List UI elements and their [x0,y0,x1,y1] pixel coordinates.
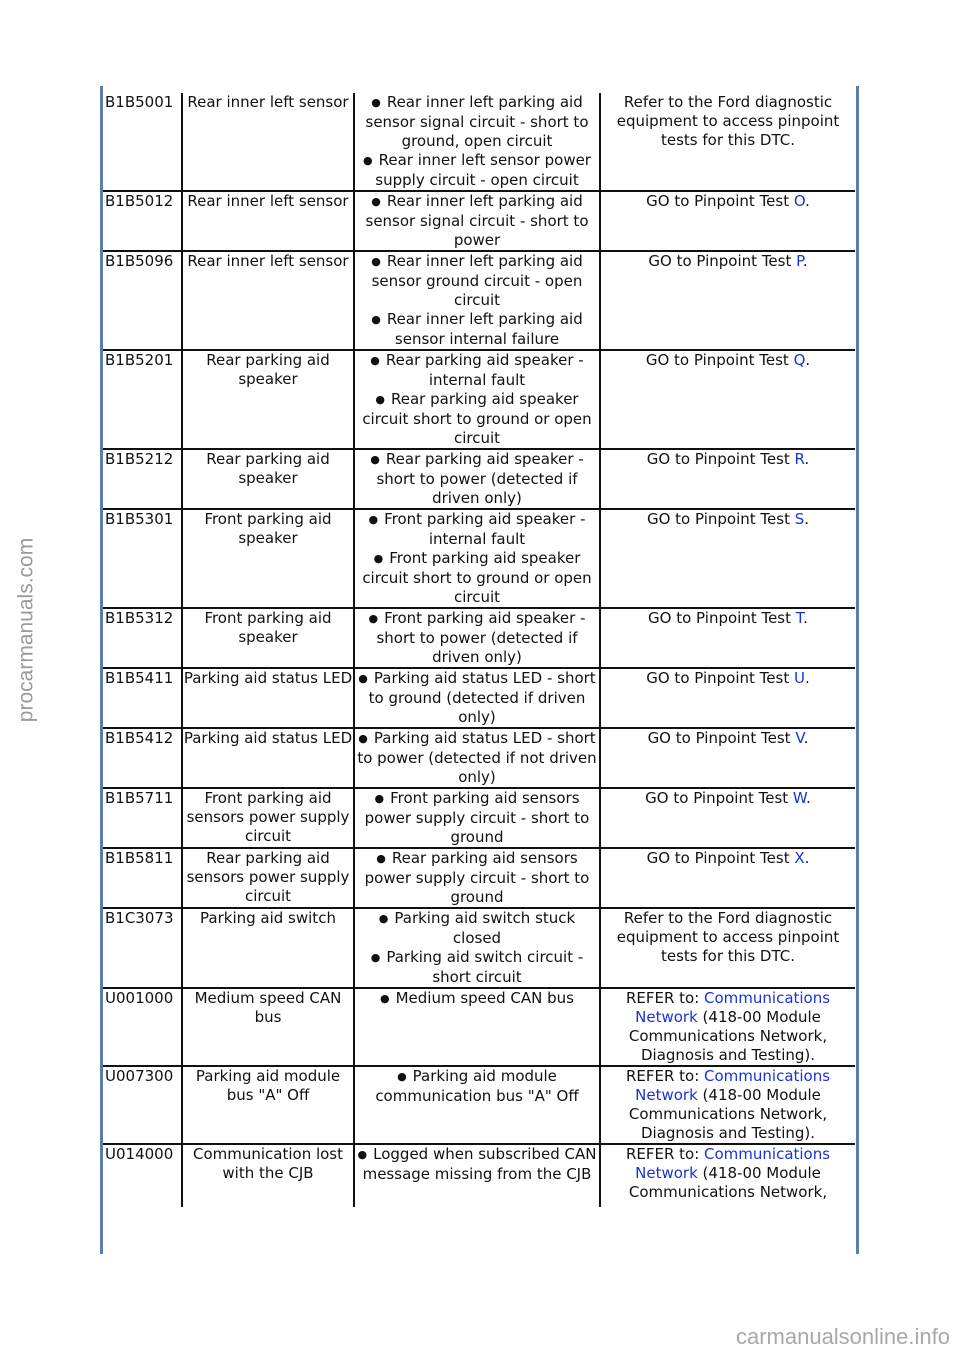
action [600,251,855,350]
possible-causes [354,191,600,251]
action [600,848,855,908]
table-row [103,1066,855,1144]
possible-causes [354,908,600,988]
dtc-table [103,93,855,1207]
action-prefix: GO to Pinpoint Test [645,789,793,807]
action-suffix: . [804,849,810,867]
list-item [355,549,599,607]
dtc-code: B1B5411 [103,668,182,728]
list-item [355,510,599,549]
action-suffix: . [803,729,809,747]
cause-list [355,849,599,907]
cause-list [355,729,599,787]
bullet-icon: ● [370,951,381,964]
table-row [103,848,855,908]
component-name: Rear inner left sensor [182,251,354,350]
list-item [355,351,599,390]
cause-text: Rear parking aid speaker - short to power (detected if driven only) [376,450,584,507]
action-suffix: . [803,609,808,627]
table-row [103,93,855,191]
bottom-watermark: carmanualsonline.info [735,1324,950,1349]
bullet-icon: ● [371,255,381,268]
list-item [355,989,599,1009]
bullet-icon: ● [379,992,390,1005]
table-row [103,988,855,1066]
action [600,1144,855,1207]
pinpoint-test-link[interactable]: T [795,609,804,627]
bullet-icon: ● [376,852,386,865]
list-item [355,909,599,948]
action-prefix: REFER to: [625,1067,705,1085]
possible-causes [354,608,600,668]
component-name: Rear inner left sensor [182,191,354,251]
cause-text: Rear inner left sensor power supply circuit - open circuit [375,151,591,189]
action-suffix: . [805,192,810,210]
action-suffix: . [802,252,808,270]
dtc-code: B1B5012 [103,191,182,251]
component-name: Communication lost with the CJB [182,1144,354,1207]
cause-text: Logged when subscribed CAN message missing from the CJB [362,1145,597,1183]
table-row [103,668,855,728]
bullet-icon: ● [374,792,385,805]
dtc-code: B1B5301 [103,509,182,608]
cause-text: Medium speed CAN bus [395,989,574,1007]
bullet-icon: ● [358,672,368,685]
bullet-icon: ● [373,552,384,565]
bullet-icon: ● [370,354,380,367]
bullet-icon: ● [358,732,368,745]
dtc-code: B1B5711 [103,788,182,848]
action-text: Refer to the Ford diagnostic equipment to access pinpoint tests for this DTC. [616,909,840,965]
communications-network-link[interactable]: Communications Network [635,989,831,1026]
possible-causes [354,509,600,608]
possible-causes [354,1144,600,1207]
possible-causes [354,728,600,788]
pinpoint-test-link[interactable]: X [794,849,805,867]
bullet-icon: ● [378,912,389,925]
action [600,788,855,848]
bullet-icon: ● [371,195,381,208]
cause-text: Rear inner left parking aid sensor ground circuit - open circuit [371,252,583,309]
table-row [103,788,855,848]
component-name: Rear parking aid sensors power supply circuit [182,848,354,908]
cause-text: Front parking aid speaker circuit short to ground or open circuit [362,549,592,606]
action-prefix: GO to Pinpoint Test [646,450,795,468]
component-name: Rear parking aid speaker [182,449,354,509]
list-item [355,609,599,667]
cause-list [355,510,599,607]
list-item [355,1145,599,1184]
list-item [355,450,599,508]
possible-causes [354,788,600,848]
action-prefix: GO to Pinpoint Test [648,252,797,270]
table-row [103,908,855,988]
cause-list [355,450,599,508]
bullet-icon: ● [371,313,381,326]
action [600,608,855,668]
bullet-icon: ● [397,1070,407,1083]
cause-list [355,93,599,190]
component-name: Rear inner left sensor [182,93,354,191]
possible-causes [354,449,600,509]
bullet-icon: ● [371,96,381,109]
dtc-code: U007300 [103,1066,182,1144]
cause-list [355,252,599,349]
action-suffix: . [806,789,811,807]
action-prefix: GO to Pinpoint Test [646,510,795,528]
action [600,728,855,788]
dtc-code: B1B5212 [103,449,182,509]
table-row [103,728,855,788]
action-prefix: GO to Pinpoint Test [645,351,794,369]
side-watermark-text: procarmanuals.com [14,537,38,723]
action-prefix: REFER to: [625,989,705,1007]
cause-list [355,789,599,847]
table-row [103,251,855,350]
component-name: Parking aid switch [182,908,354,988]
component-name: Parking aid status LED [182,668,354,728]
list-item [355,192,599,250]
component-name: Rear parking aid speaker [182,350,354,449]
component-name: Parking aid module bus "A" Off [182,1066,354,1144]
component-name: Medium speed CAN bus [182,988,354,1066]
pinpoint-test-link[interactable]: R [794,450,805,468]
cause-list [355,351,599,448]
cause-list [355,1145,599,1184]
cause-list [355,989,599,1009]
possible-causes [354,251,600,350]
cause-list [355,1067,599,1106]
action [600,191,855,251]
action-text: Refer to the Ford diagnostic equipment to access pinpoint tests for this DTC. [616,93,840,149]
list-item [355,669,599,727]
possible-causes [354,988,600,1066]
component-name: Front parking aid speaker [182,608,354,668]
action-prefix: GO to Pinpoint Test [646,192,794,210]
action-prefix: GO to Pinpoint Test [647,729,796,747]
bullet-icon: ● [375,393,385,406]
cause-text: Front parking aid sensors power supply circuit - short to ground [364,789,590,846]
pinpoint-test-link[interactable]: U [793,669,805,687]
bullet-icon: ● [368,612,379,625]
list-item [355,729,599,787]
cause-list [355,192,599,250]
component-name: Front parking aid sensors power supply circuit [182,788,354,848]
cause-text: Parking aid status LED - short to ground (detected if driven only) [368,669,596,726]
possible-causes [354,668,600,728]
action-prefix: GO to Pinpoint Test [646,669,794,687]
action-suffix: . [804,450,810,468]
action [600,908,855,988]
action [600,93,855,191]
action [600,350,855,449]
action-suffix: . [805,351,811,369]
cause-text: Rear parking aid speaker - internal fault [385,351,584,389]
cause-text: Parking aid switch stuck closed [394,909,576,947]
action-suffix: (418-00 Module Communications Network, Diagnosis and Testing). [628,1086,828,1142]
bullet-icon: ● [357,1148,368,1161]
possible-causes [354,350,600,449]
list-item [355,93,599,151]
action-suffix: (418-00 Module Communications Network, Diagnosis and Testing). [628,1008,828,1064]
table-row [103,509,855,608]
table-row [103,350,855,449]
communications-network-link[interactable]: Communications Network [635,1145,831,1182]
component-name: Parking aid status LED [182,728,354,788]
cause-text: Parking aid switch circuit - short circuit [386,948,584,986]
action-prefix: GO to Pinpoint Test [646,849,795,867]
component-name: Front parking aid speaker [182,509,354,608]
cause-text: Rear parking aid speaker circuit short to ground or open circuit [362,390,592,447]
list-item [355,252,599,310]
possible-causes [354,848,600,908]
bullet-icon: ● [363,154,373,167]
action [600,1066,855,1144]
cause-text: Front parking aid speaker - short to power (detected if driven only) [376,609,586,666]
dtc-code: B1B5096 [103,251,182,350]
list-item [355,849,599,907]
dtc-code: U014000 [103,1144,182,1207]
action-prefix: REFER to: [625,1145,705,1163]
side-watermark [6,470,46,790]
communications-network-link[interactable]: Communications Network [635,1067,831,1104]
cause-text: Rear inner left parking aid sensor internal failure [386,310,583,348]
table-row [103,608,855,668]
cause-text: Front parking aid speaker - internal fault [384,510,586,548]
cause-text: Rear inner left parking aid sensor signal circuit - short to ground, open circuit [365,93,589,150]
dtc-table-body [103,93,855,1207]
pinpoint-test-link[interactable]: O [793,192,806,210]
cause-text: Rear inner left parking aid sensor signal circuit - short to power [365,192,589,249]
list-item [355,310,599,349]
list-item [355,390,599,448]
dtc-code: U001000 [103,988,182,1066]
list-item [355,789,599,847]
list-item [355,948,599,987]
action-suffix: . [804,510,810,528]
cause-list [355,909,599,987]
dtc-code: B1C3073 [103,908,182,988]
action-suffix: . [804,669,810,687]
cause-text: Parking aid status LED - short to power (detected if not driven only) [357,729,597,786]
list-item [355,151,599,190]
action [600,449,855,509]
pinpoint-test-link[interactable]: S [794,510,805,528]
table-row [103,449,855,509]
action-prefix: GO to Pinpoint Test [648,609,796,627]
dtc-code: B1B5001 [103,93,182,191]
table-row [103,191,855,251]
table-row [103,1144,855,1207]
cause-text: Rear parking aid sensors power supply circuit - short to ground [364,849,590,906]
pinpoint-test-link[interactable]: W [792,789,807,807]
dtc-code: B1B5201 [103,350,182,449]
pinpoint-test-link[interactable]: V [795,729,804,747]
bullet-icon: ● [368,513,379,526]
bullet-icon: ● [370,453,380,466]
cause-list [355,669,599,727]
possible-causes [354,93,600,191]
list-item [355,1067,599,1106]
action [600,668,855,728]
action [600,509,855,608]
dtc-code: B1B5412 [103,728,182,788]
dtc-code: B1B5811 [103,848,182,908]
cause-text: Parking aid module communication bus "A" Off [375,1067,579,1105]
dtc-code: B1B5312 [103,608,182,668]
action-suffix: (418-00 Module Communications Network, [628,1164,828,1201]
pinpoint-test-link[interactable]: Q [793,351,806,369]
page-frame-right [856,86,859,1254]
possible-causes [354,1066,600,1144]
cause-list [355,609,599,667]
pinpoint-test-link[interactable]: P [796,252,803,270]
action [600,988,855,1066]
